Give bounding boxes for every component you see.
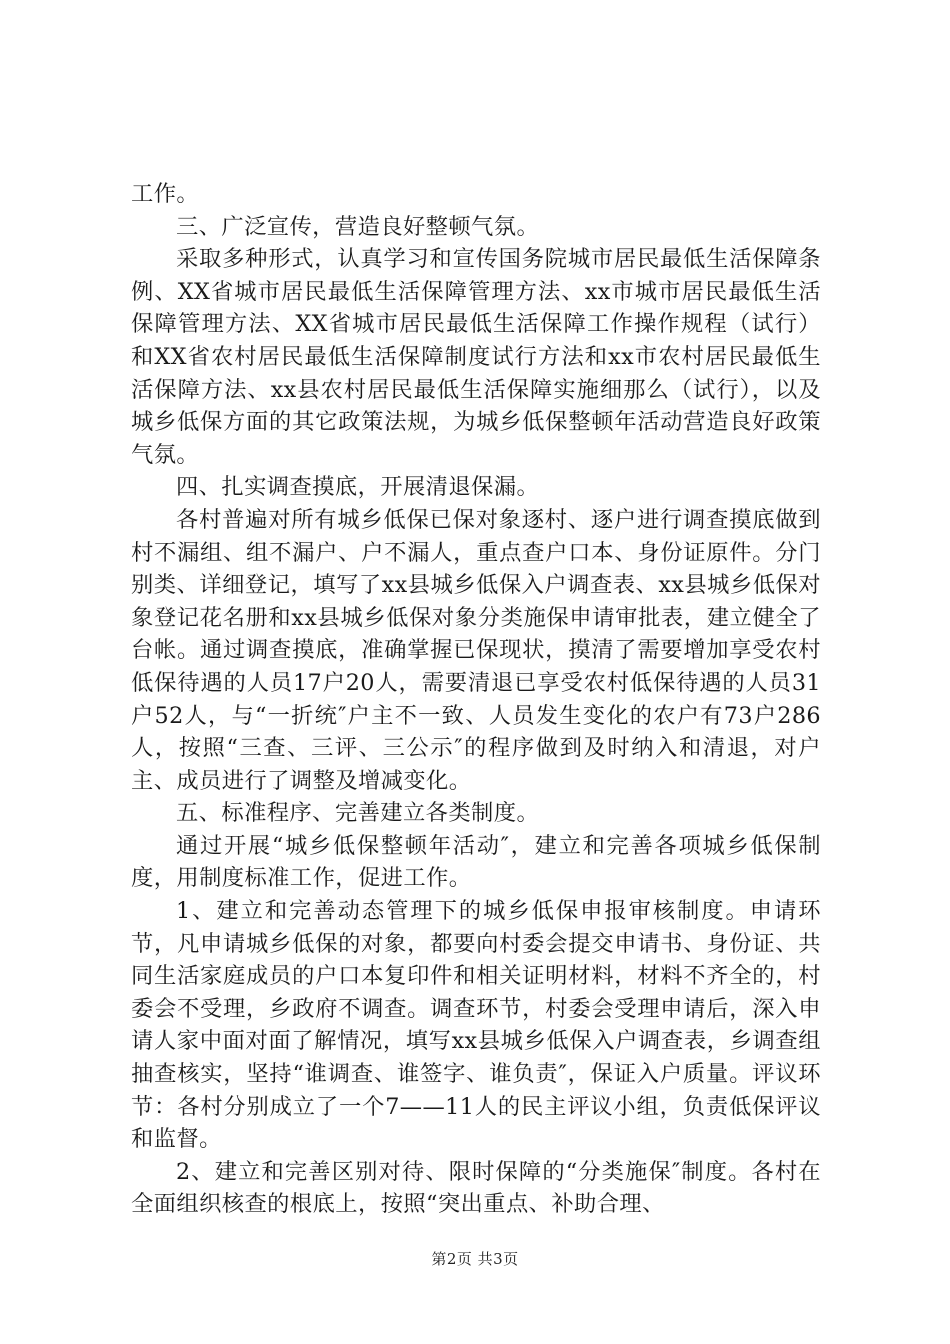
paragraph-continuation: 工作。 xyxy=(131,181,200,207)
paragraph-survey: 各村普遍对所有城乡低保已保对象逐村、逐户进行调查摸底做到村不漏组、组不漏户、户不漏人，重点查户口本、身份证原件。分门别类、详细登记，填写了xx县城乡低保入户调查表、xx县城乡低保对象登记花名册和xx县城乡低保对象分类施保申请审批表，建立健全了台帐。通过调查摸底，准确掌握已保现状，摸清了需要增加享受农村低保待遇的人员17户20人，需要清退已享受农村低保待遇的人员31户52人，与“一折统″户主不一致、人员发生变化的农户有73户286人，按照“三查、三评、三公示″的程序做到及时纳入和清退，对户主、成员进行了调整及增减变化。 xyxy=(131,506,821,794)
paragraph-item-2: 2、建立和完善区别对待、限时保障的“分类施保″制度。各村在全面组织核查的根底上，按照“突出重点、补助合理、 xyxy=(131,1158,821,1218)
page-number-footer: 第2页 共3页 xyxy=(431,1250,519,1268)
paragraph-policy-publicity: 采取多种形式，认真学习和宣传国务院城市居民最低生活保障条例、XX省城市居民最低生活保障管理方法、xx市城市居民最低生活保障管理方法、XX省城市居民最低生活保障工作操作规程（试行）和XX省农村居民最低生活保障制度试行方法和xx市农村居民最低生活保障方法、xx县农村居民最低生活保障实施细那么（试行），以及城乡低保方面的其它政策法规，为城乡低保整顿年活动营造良好政策气氛。 xyxy=(131,246,821,468)
section-heading-4: 四、扎实调查摸底，开展清退保漏。 xyxy=(176,474,540,501)
section-heading-3: 三、广泛宣传，营造良好整顿气氛。 xyxy=(176,213,540,240)
document-body xyxy=(131,178,821,1221)
section-heading-5: 五、标准程序、完善建立各类制度。 xyxy=(176,800,540,827)
paragraph-campaign: 通过开展“城乡低保整顿年活动″，建立和完善各项城乡低保制度，用制度标准工作，促进工作。 xyxy=(131,832,821,892)
paragraph-item-1: 1、建立和完善动态管理下的城乡低保申报审核制度。申请环节，凡申请城乡低保的对象，都要向村委会提交申请书、身份证、共同生活家庭成员的户口本复印件和相关证明材料，材料不齐全的，村委会不受理，乡政府不调查。调查环节，村委会受理申请后，深入申请人家中面对面了解情况，填写xx县城乡低保入户调查表，乡调查组抽查核实，坚持“谁调查、谁签字、谁负责″，保证入户质量。评议环节：各村分别成立了一个7——11人的民主评议小组，负责低保评议和监督。 xyxy=(131,898,821,1153)
